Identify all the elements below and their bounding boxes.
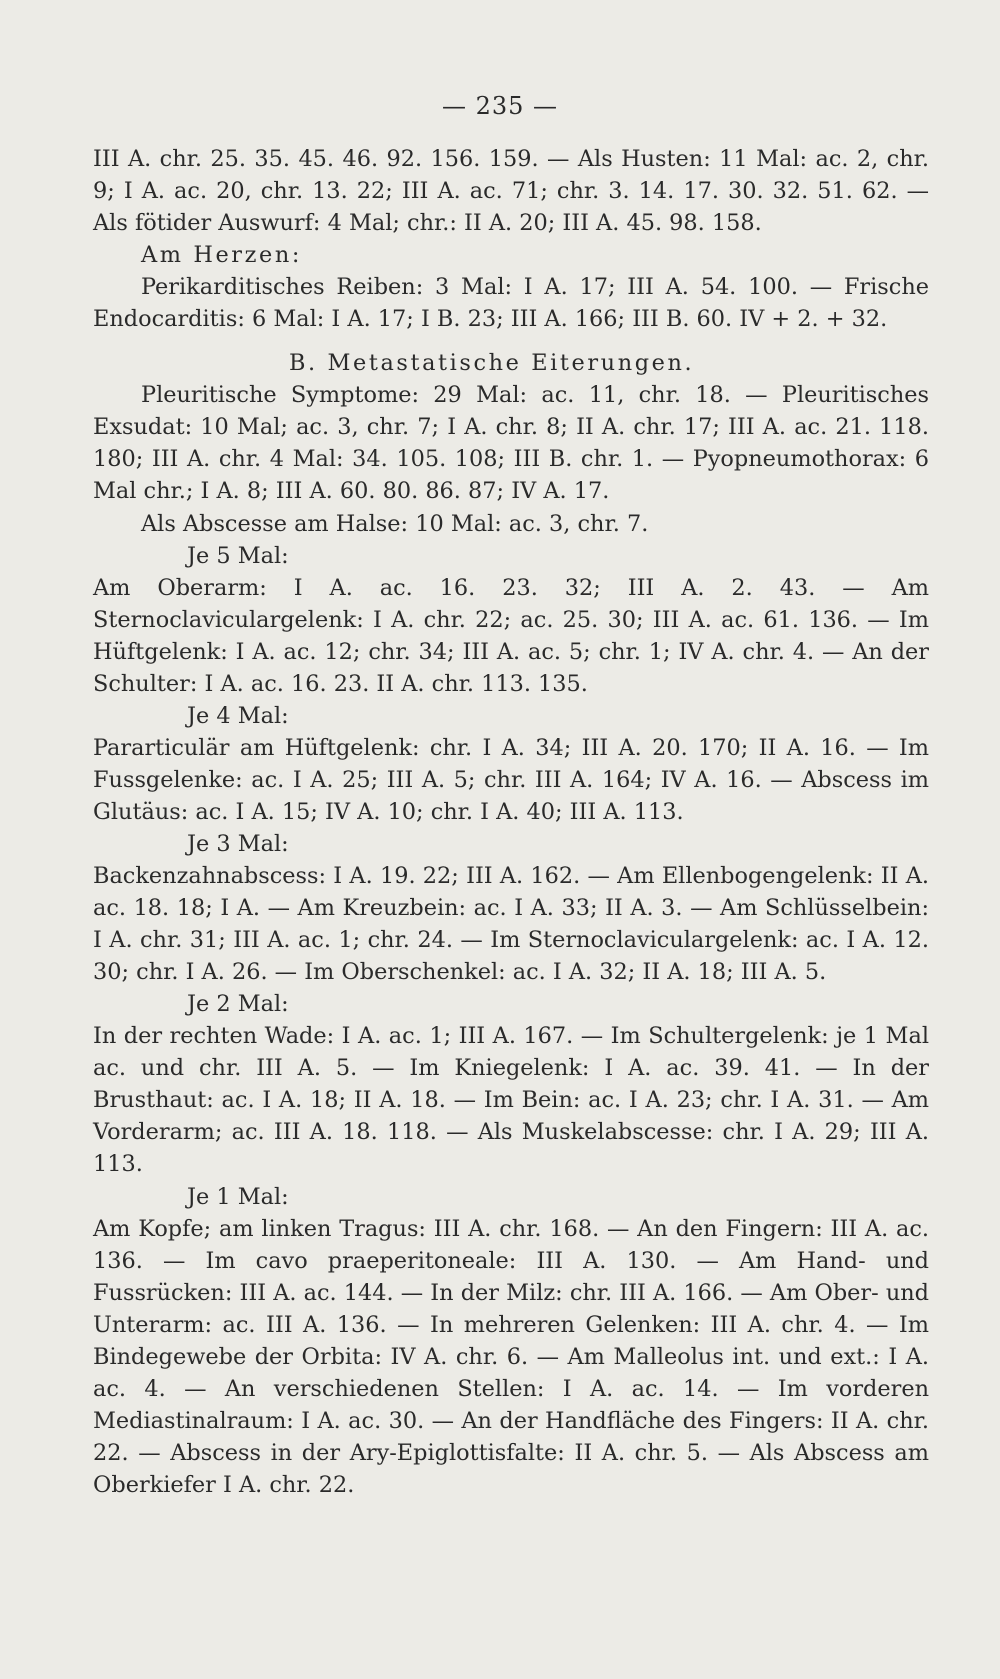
subheading-je-3: Je 3 Mal:: [187, 830, 289, 857]
paragraph-je-4: Pararticulär am Hüftgelenk: chr. I A. 34; III A. 20. 170; II A. 16. — Im Fussgelenke: ac. I A. 25; III A. 5; chr. III A. 164; IV A. 16. — Abscess im Glutäus: ac. I A. 15; IV A. 10; chr. I A. 40; III A. 113.: [93, 734, 929, 825]
paragraph-herzen: Perikarditisches Reiben: 3 Mal: I A. 17; III A. 54. 100. — Frische Endocarditis: 6 Mal: I A. 17; I B. 23; III A. 166; III B. 60. IV + 2. + 32.: [93, 274, 929, 333]
paragraph-neck-abscess: Als Abscesse am Halse: 10 Mal: ac. 3, chr. 7.: [141, 510, 649, 537]
section-heading-metastatic: B. Metastatische Eiterungen.: [289, 350, 695, 377]
subheading-je-1: Je 1 Mal:: [187, 1183, 289, 1210]
subheading-je-4: Je 4 Mal:: [187, 702, 289, 729]
subheading-je-5: Je 5 Mal:: [187, 542, 289, 569]
paragraph-je-3: Backenzahnabscess: I A. 19. 22; III A. 162. — Am Ellenbogengelenk: II A. ac. 18. 18; I A. — Am Kreuzbein: ac. I A. 33; II A. 3. — Am Schlüsselbein: I A. chr. 31; III A. ac. 1; chr. 24. — Im Sternoclaviculargelenk: ac. I A. 12. 30; chr. I A. 26. — Im Oberschenkel: ac. I A. 32; II A. 18; III A. 5.: [93, 863, 929, 986]
paragraph-je-5: Am Oberarm: I A. ac. 16. 23. 32; III A. 2. 43. — Am Sternoclaviculargelenk: I A. chr. 22; ac. 25. 30; III A. ac. 61. 136. — Im Hüftgelenk: I A. ac. 12; chr. 34; III A. ac. 5; chr. 1; IV A. chr. 4. — An der Schulter: I A. ac. 16. 23. II A. chr. 113. 135.: [93, 574, 929, 697]
paragraph-pleuritic: Pleuritische Symptome: 29 Mal: ac. 11, chr. 18. — Pleuritisches Exsudat: 10 Mal; ac. 3, chr. 7; I A. chr. 8; II A. chr. 17; III A. ac. 21. 118. 180; III A. chr. 4 Mal: 34. 105. 108; III B. chr. 1. — Pyopneumothorax: 6 Mal chr.; I A. 8; III A. 60. 80. 86. 87; IV A. 17.: [93, 382, 929, 505]
paragraph-je-1: Am Kopfe; am linken Tragus: III A. chr. 168. — An den Fingern: III A. ac. 136. — Im cavo praeperitoneale: III A. 130. — Am Hand- und Fussrücken: III A. ac. 144. — In der Milz: chr. III A. 166. — Am Ober- und Unterarm: ac. III A. 136. — In mehreren Gelenken: III A. chr. 4. — Im Bindegewebe der Orbita: IV A. chr. 6. — Am Malleolus int. und ext.: I A. ac. 4. — An verschiedenen Stellen: I A. ac. 14. — Im vorderen Mediastinalraum: I A. ac. 30. — An der Handfläche des Fingers: II A. chr. 22. — Abscess in der Ary-Epiglottisfalte: II A. chr. 5. — Als Abscess am Oberkiefer I A. chr. 22.: [93, 1215, 929, 1498]
subheading-herzen: Am Herzen:: [141, 242, 303, 269]
paragraph-symptoms-continued: III A. chr. 25. 35. 45. 46. 92. 156. 159. — Als Husten: 11 Mal: ac. 2, chr. 9; I A. ac. 20, chr. 13. 22; III A. ac. 71; chr. 3. 14. 17. 30. 32. 51. 62. — Als fötider Auswurf: 4 Mal; chr.: II A. 20; III A. 45. 98. 158.: [93, 146, 929, 237]
page-number: — 235 —: [441, 92, 559, 120]
subheading-je-2: Je 2 Mal:: [187, 991, 289, 1018]
page-body: [93, 143, 929, 1501]
paragraph-je-2: In der rechten Wade: I A. ac. 1; III A. 167. — Im Schultergelenk: je 1 Mal ac. und chr. III A. 5. — Im Kniegelenk: I A. ac. 39. 41. — In der Brusthaut: ac. I A. 18; II A. 18. — Im Bein: ac. I A. 23; chr. I A. 31. — Am Vorderarm; ac. III A. 18. 118. — Als Muskelabscesse: chr. I A. 29; III A. 113.: [93, 1023, 929, 1178]
